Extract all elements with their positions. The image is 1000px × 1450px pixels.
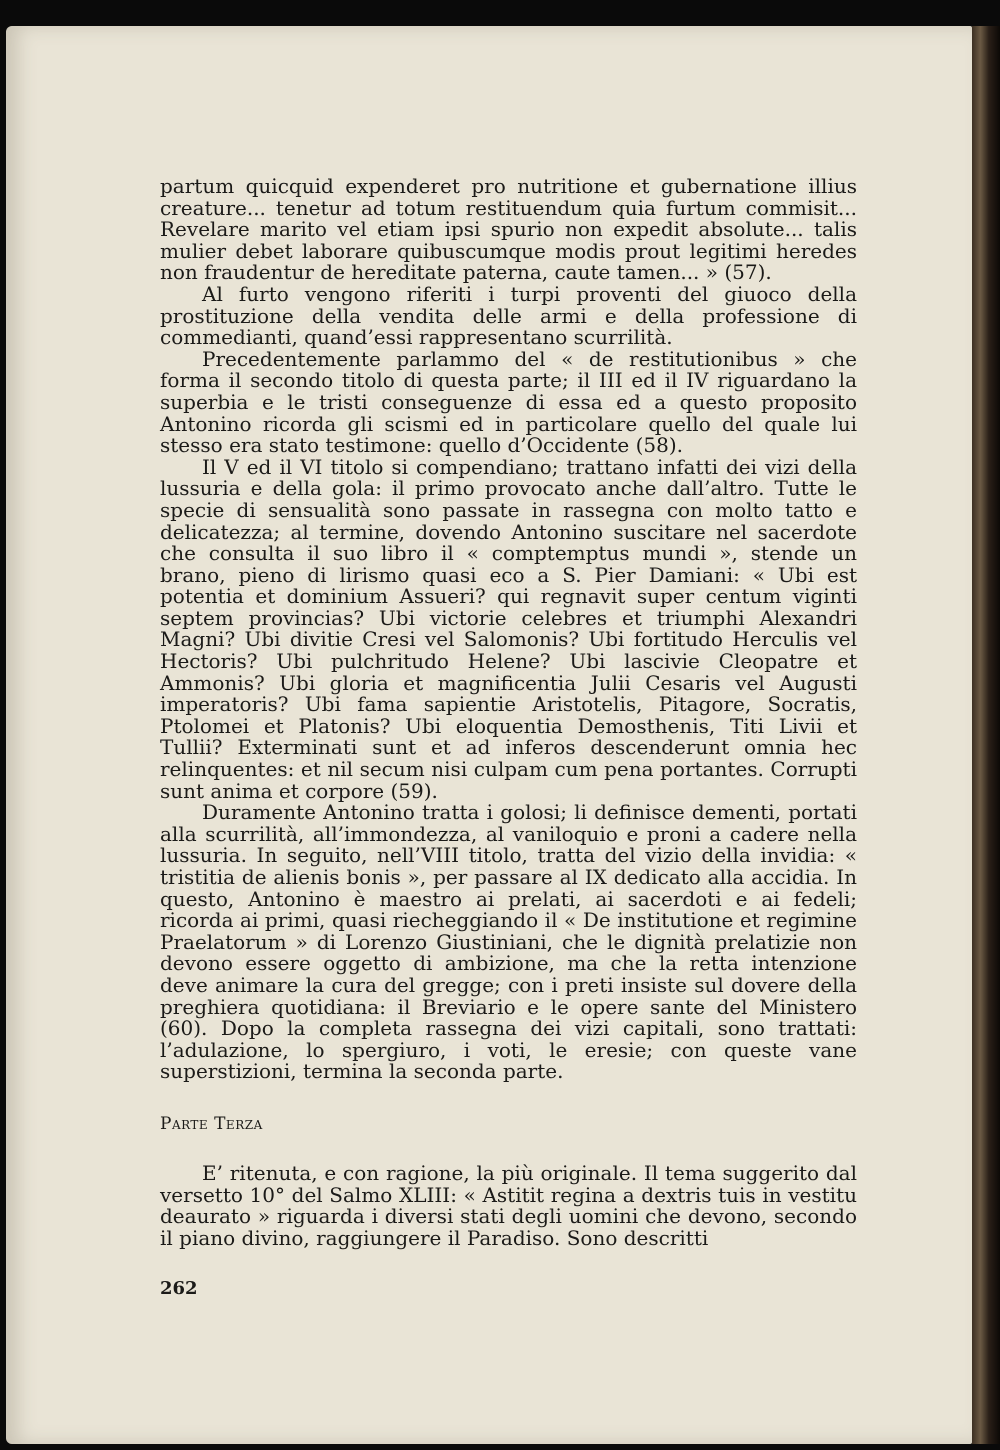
section-heading: Parte Terza <box>160 1114 263 1134</box>
paragraph-1: partum quicquid expenderet pro nutritione et gubernatione illius creature... tenetur ad totum restituendum quia furtum commisit... Revelare marito vel etiam ipsi spurio non expedit absolute... talis mulier debet laborare quibuscumque modis prout legitimi heredes non fraudentur de hereditate paterna, caute tamen... » (57). <box>160 174 857 285</box>
page-edge <box>972 26 1000 1444</box>
page-number: 262 <box>160 1278 198 1299</box>
paragraph-2: Al furto vengono riferiti i turpi proventi del giuoco della prostituzione della vendita delle armi e della professione di commedianti, quand’essi rappresentano scurrilità. <box>160 281 857 350</box>
paragraph-3: Precedentemente parlammo del « de restitutionibus » che forma il secondo titolo di questa parte; il III ed il IV riguardano la superbia e le tristi conseguenze di essa ed a questo proposito Antonino ricorda gli scismi ed in particolare quello del quale lui stesso era stato testimone: quello d’Occidente (58). <box>160 346 857 458</box>
paragraph-5: Duramente Antonino tratta i golosi; li definisce dementi, portati alla scurrilità, all’immondezza, al vaniloquio e proni a cadere nella lussuria. In seguito, nell’VIII titolo, tratta del vizio della invidia: « tristitia de alienis bonis », per passare al IX dedicato alla accidia. In questo, Antonino è maestro ai prelati, ai sacerdoti e ai fedeli; ricorda ai primi, quasi riecheggiando il « De institutione et regimine Praelatorum » di Lorenzo Giustiniani, che le dignità prelatizie non devono essere oggetto di ambizione, ma che la retta intenzione deve animare la cura del gregge; con i preti insiste sul dovere della preghiera quotidiana: il Breviario e le opere sante del Ministero (60). Dopo la completa rassegna dei vizi capitali, sono trattati: l’adulazione, lo spergiuro, i voti, le eresie; con queste vane superstizioni, termina la seconda parte. <box>160 800 857 1084</box>
section-body-text <box>160 1163 857 1249</box>
paragraph-4: Il V ed il VI titolo si compendiano; trattano infatti dei vizi della lussuria e della gola: il primo provocato anche dall’altro. Tutte le specie di sensualità sono passate in rassegna con molto tatto e delicatezza; al termine, dovendo Antonino suscitare nel sacerdote che consulta il suo libro il « comptemptus mundi », stende un brano, pieno di lirismo quasi eco a S. Pier Damiani: « Ubi est potentia et dominium Assueri? qui regnavit super centum viginti septem provincias? Ubi victorie celebres et triumphi Alexandri Magni? Ubi divitie Cresi vel Salomonis? Ubi fortitudo Herculis vel Hectoris? Ubi pulchritudo Helene? Ubi lascivie Cleopatre et Ammonis? Ubi gloria et magnificentia Julii Cesaris vel Augusti imperatoris? Ubi fama sapientie Aristotelis, Pitagore, Socratis, Ptolomei et Platonis? Ubi eloquentia Demosthenis, Titi Livii et Tullii? Exterminati sunt et ad inferos descenderunt omnia hec relinquentes: et nil secum nisi culpam cum pena portantes. Corrupti sunt anima et corpore (59). <box>160 454 857 803</box>
section-paragraph: E’ ritenuta, e con ragione, la più originale. Il tema suggerito dal versetto 10° del Salmo XLIII: « Astitit regina a dextris tuis in vestitu deaurato » riguarda i diversi stati degli uomini che devono, secondo il piano divino, raggiungere il Paradiso. Sono descritti <box>160 1161 857 1250</box>
body-text <box>160 176 857 1083</box>
